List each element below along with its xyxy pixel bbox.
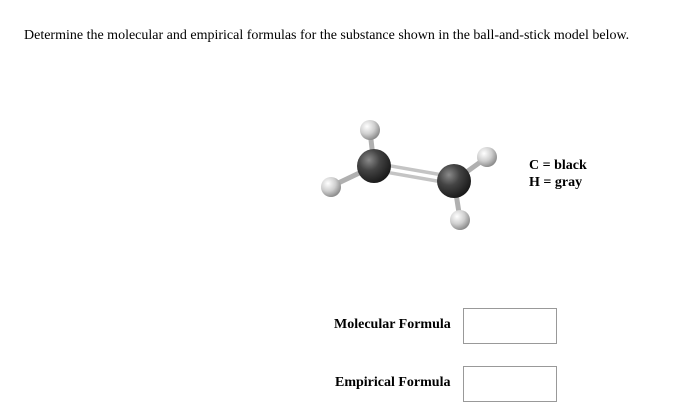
legend-carbon: C = black (529, 158, 587, 173)
carbon-atom (357, 149, 391, 183)
hydrogen-atom (450, 210, 470, 230)
atom-legend (529, 157, 587, 191)
question-text: Determine the molecular and empirical formulas for the substance shown in the ball-and-stick model below. (24, 28, 630, 43)
hydrogen-atom (360, 120, 380, 140)
hydrogen-atom (477, 147, 497, 167)
hydrogen-atom (321, 177, 341, 197)
ball-and-stick-model (316, 118, 500, 236)
molecular-formula-input[interactable] (463, 308, 557, 344)
legend-hydrogen: H = gray (529, 175, 583, 190)
empirical-formula-input[interactable] (463, 366, 557, 402)
molecular-formula-label: Molecular Formula (334, 317, 451, 332)
carbon-atom (437, 164, 471, 198)
empirical-formula-label: Empirical Formula (335, 375, 451, 390)
